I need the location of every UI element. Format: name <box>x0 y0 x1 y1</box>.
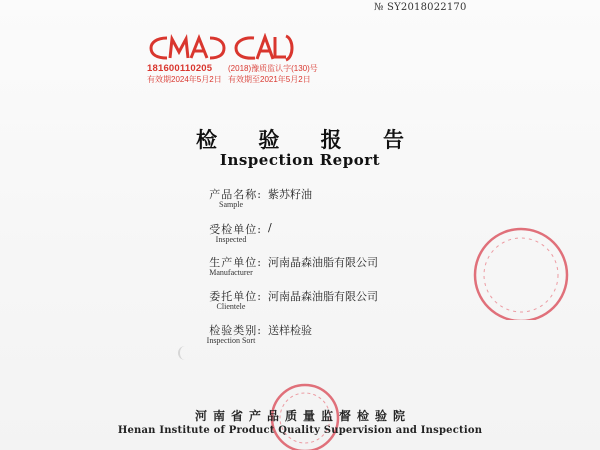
field-inspected <box>200 221 460 257</box>
inspection-sort-label-zh: 检验类别: <box>209 324 262 337</box>
clientele-label-en: Clientele <box>216 302 246 311</box>
sample-label-zh: 产品名称: <box>209 188 262 201</box>
inspected-label-en: Inspected <box>215 235 247 244</box>
inspected-label-zh: 受检单位: <box>209 223 262 236</box>
inspection-sort-value: 送样检验 <box>268 324 312 337</box>
manufacturer-value: 河南晶森油脂有限公司 <box>268 256 378 269</box>
manufacturer-label-en: Manufacturer <box>209 268 253 277</box>
official-seal-right-icon <box>446 220 596 320</box>
ma-certification-stamp <box>147 33 227 85</box>
sample-value: 紫苏籽油 <box>268 188 312 201</box>
field-sample <box>200 186 460 222</box>
scan-mark <box>178 346 192 360</box>
institute-name-en: Henan Institute of Product Quality Supervision and Inspection <box>117 425 483 436</box>
cal-certification-stamp <box>228 33 318 85</box>
ma-code: 181600110205 <box>147 63 213 74</box>
ma-logo-icon <box>147 33 227 63</box>
manufacturer-label-zh: 生产单位: <box>209 256 262 269</box>
report-title-zh: 检 验 报 告 <box>196 127 421 152</box>
field-clientele <box>200 288 460 324</box>
field-manufacturer <box>200 254 460 290</box>
report-number: № SY2018022170 <box>374 2 467 13</box>
cal-validity: 有效期至2021年5月2日 <box>228 75 311 84</box>
institute-name-zh: 河南省产品质量监督检验院 <box>194 409 411 423</box>
clientele-label-zh: 委托单位: <box>209 290 262 303</box>
sample-label-en: Sample <box>219 200 243 209</box>
clientele-value: 河南晶森油脂有限公司 <box>268 290 378 303</box>
report-title-en: Inspection Report <box>219 151 381 169</box>
inspection-sort-label-en: Inspection Sort <box>206 336 256 345</box>
field-inspection-sort <box>200 322 460 358</box>
cal-logo-icon <box>228 33 298 63</box>
cal-code: (2018)豫质监认字(130)号 <box>228 64 318 73</box>
ma-validity: 有效期2024年5月2日 <box>147 75 222 84</box>
inspected-value: / <box>268 221 272 234</box>
